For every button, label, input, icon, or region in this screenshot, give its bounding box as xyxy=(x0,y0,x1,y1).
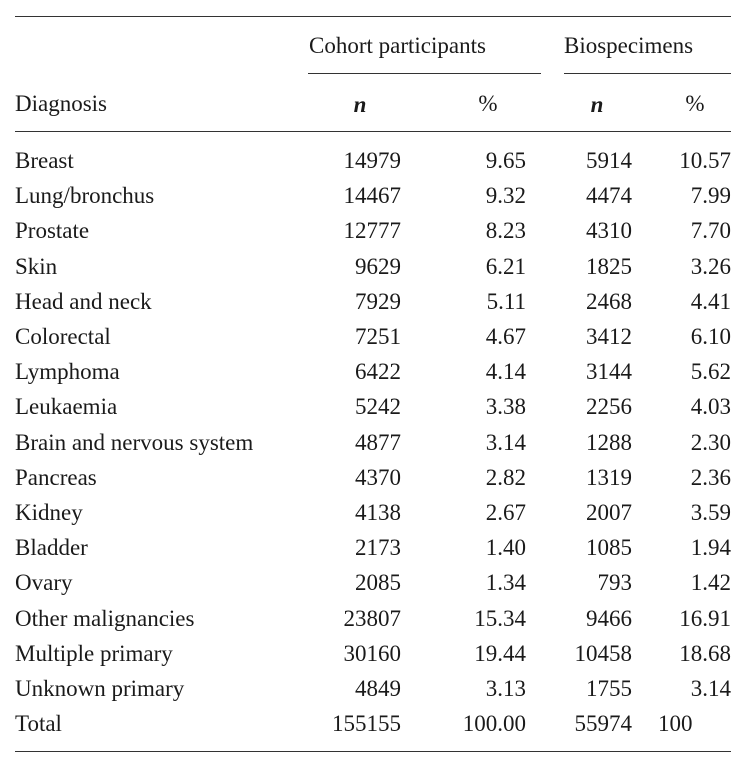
cell-bio-n: 2007 xyxy=(586,500,632,525)
cell-diagnosis: Brain and nervous system xyxy=(15,429,254,455)
cell-bio-n: 793 xyxy=(597,570,632,596)
cell-bio-pct: 1.42 xyxy=(690,570,731,596)
cell-bio-n: 3144 xyxy=(586,359,632,385)
cell-diagnosis: Bladder xyxy=(15,535,88,561)
cell-bio-n: 1288 xyxy=(586,429,632,455)
cell-cohort-n: 5242 xyxy=(355,394,401,420)
cell-cohort-pct: 100.00 xyxy=(462,711,526,737)
cell-diagnosis: Head and neck xyxy=(15,288,152,314)
cell-cohort-pct: 6.21 xyxy=(485,253,526,279)
col-header-diagnosis: Diagnosis xyxy=(15,91,107,116)
cell-cohort-n: 2085 xyxy=(355,570,401,596)
cell-bio-n: 1755 xyxy=(586,676,632,701)
cell-cohort-n: 30160 xyxy=(343,640,401,666)
cell-bio-n: 1085 xyxy=(586,535,632,561)
cell-bio-n: 2256 xyxy=(586,394,632,420)
cell-cohort-n: 2173 xyxy=(355,535,401,561)
cell-diagnosis: Lung/bronchus xyxy=(15,183,155,209)
cell-cohort-pct: 4.67 xyxy=(485,324,526,349)
cell-bio-pct: 18.68 xyxy=(679,640,731,666)
cell-cohort-n: 14979 xyxy=(343,148,401,173)
header-rule xyxy=(15,131,731,132)
cell-bio-n: 4310 xyxy=(586,218,632,244)
cell-diagnosis: Leukaemia xyxy=(15,394,118,420)
cell-diagnosis: Breast xyxy=(15,148,74,173)
cell-diagnosis: Prostate xyxy=(15,218,90,244)
cell-bio-n: 1319 xyxy=(586,464,632,490)
cell-bio-pct: 3.59 xyxy=(690,500,731,525)
cell-cohort-n: 12777 xyxy=(343,218,401,244)
cell-bio-pct: 100 xyxy=(658,711,693,737)
cell-bio-n: 10458 xyxy=(574,640,632,666)
col-header-bio-n: n xyxy=(590,92,604,117)
cell-bio-pct: 5.62 xyxy=(690,359,731,385)
cell-cohort-n: 155155 xyxy=(332,711,401,737)
cell-bio-pct: 16.91 xyxy=(679,605,731,631)
cell-cohort-n: 4877 xyxy=(355,429,401,455)
cell-bio-pct: 4.41 xyxy=(690,288,731,314)
cell-cohort-pct: 3.14 xyxy=(485,429,526,455)
cell-bio-pct: 2.36 xyxy=(690,464,731,490)
cohort-underline xyxy=(308,73,541,74)
cell-diagnosis: Lymphoma xyxy=(15,359,120,385)
cell-cohort-n: 7929 xyxy=(355,288,401,314)
cell-bio-n: 1825 xyxy=(586,253,632,279)
bottom-rule xyxy=(15,751,731,752)
col-header-cohort-n: n xyxy=(353,92,367,117)
cell-bio-pct: 6.10 xyxy=(690,324,731,349)
cell-cohort-n: 4370 xyxy=(355,464,401,490)
cell-cohort-n: 4138 xyxy=(355,500,401,525)
cell-diagnosis: Skin xyxy=(15,253,58,279)
cell-bio-pct: 3.26 xyxy=(690,253,731,279)
cell-cohort-pct: 2.82 xyxy=(485,464,526,490)
group-header-cohort: Cohort participants xyxy=(309,33,486,58)
cell-diagnosis: Colorectal xyxy=(15,324,111,349)
cell-cohort-pct: 1.34 xyxy=(485,570,526,596)
cell-bio-pct: 1.94 xyxy=(690,535,731,561)
cell-cohort-pct: 3.13 xyxy=(485,676,526,701)
cell-cohort-n: 7251 xyxy=(355,324,401,349)
cell-bio-n: 3412 xyxy=(586,324,632,349)
col-header-bio-pct: % xyxy=(685,91,705,116)
cell-cohort-pct: 9.32 xyxy=(485,183,526,209)
cell-cohort-pct: 4.14 xyxy=(485,359,526,385)
cell-bio-n: 9466 xyxy=(586,605,632,631)
cell-cohort-n: 9629 xyxy=(355,253,401,279)
cell-cohort-pct: 3.38 xyxy=(485,394,526,420)
cell-diagnosis: Multiple primary xyxy=(15,640,173,666)
cell-cohort-pct: 19.44 xyxy=(474,640,526,666)
col-header-cohort-pct: % xyxy=(478,91,498,116)
cell-diagnosis: Kidney xyxy=(15,500,83,525)
cell-diagnosis: Unknown primary xyxy=(15,676,185,701)
biospecimens-underline xyxy=(564,73,731,74)
cell-bio-pct: 7.70 xyxy=(690,218,731,244)
cell-bio-pct: 7.99 xyxy=(690,183,731,209)
cell-bio-pct: 10.57 xyxy=(679,148,731,173)
cell-bio-n: 4474 xyxy=(586,183,632,209)
cell-cohort-pct: 15.34 xyxy=(474,605,526,631)
cell-bio-n: 5914 xyxy=(586,148,632,173)
group-header-biospecimens: Biospecimens xyxy=(564,33,694,58)
cell-diagnosis: Ovary xyxy=(15,570,73,596)
cell-cohort-pct: 9.65 xyxy=(485,148,526,173)
cell-cohort-pct: 5.11 xyxy=(486,288,526,314)
cell-cohort-pct: 2.67 xyxy=(485,500,526,525)
cell-diagnosis: Other malignancies xyxy=(15,605,195,631)
cell-diagnosis: Total xyxy=(15,711,62,737)
top-rule xyxy=(15,16,731,17)
cell-cohort-n: 14467 xyxy=(343,183,401,209)
cell-bio-n: 2468 xyxy=(586,288,632,314)
cell-cohort-pct: 1.40 xyxy=(485,535,526,561)
cell-bio-n: 55974 xyxy=(574,711,632,737)
cell-cohort-n: 23807 xyxy=(343,605,401,631)
cell-cohort-pct: 8.23 xyxy=(485,218,526,244)
cell-bio-pct: 4.03 xyxy=(690,394,731,420)
cell-diagnosis: Pancreas xyxy=(15,464,97,490)
cell-cohort-n: 6422 xyxy=(355,359,401,385)
cell-cohort-n: 4849 xyxy=(355,676,401,701)
cell-bio-pct: 2.30 xyxy=(690,429,731,455)
cell-bio-pct: 3.14 xyxy=(690,676,731,701)
